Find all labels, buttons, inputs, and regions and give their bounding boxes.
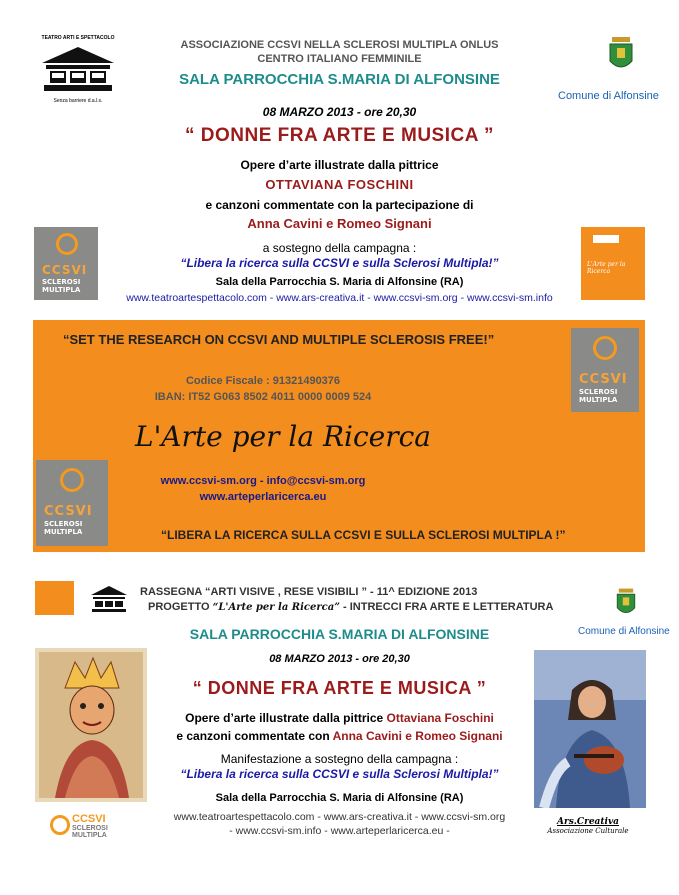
campaign-line-bottom: “Libera la ricerca sulla CCSVI e sulla Sclerosi Multipla!” (180, 767, 499, 781)
iban: IBAN: IT52 G063 8502 4011 0000 0009 524 (154, 391, 372, 403)
venue-title-bottom: SALA PARROCCHIA S.MARIA DI ALFONSINE (189, 626, 490, 642)
theatre-building-icon-small (88, 583, 130, 615)
assoc-line-2: CENTRO ITALIANO FEMMINILE (257, 53, 422, 65)
theatre-logo-bottom (88, 583, 130, 615)
banner-contact[interactable]: www.ccsvi-sm.org - info@ccsvi-sm.org (160, 475, 366, 487)
crest-icon-small (614, 587, 638, 619)
singers-bottom: Anna Cavini e Romeo Signani (332, 729, 503, 743)
comune-label: Comune di Alfonsine (558, 90, 659, 102)
arte-logo-bottom (35, 581, 74, 615)
ccsvi-logo-bottom (50, 813, 130, 843)
comune-label-bottom: Comune di Alfonsine (578, 626, 670, 637)
ars-creativa-sub: Associazione Culturale (547, 827, 629, 835)
address-line-bottom: Sala della Parrocchia S. Maria di Alfonsine (RA) (215, 792, 464, 804)
banner (33, 320, 645, 552)
links-line-bottom-2[interactable]: - www.ccsvi-sm.info - www.arteperlaricerca.eu - (229, 825, 450, 837)
canzoni-line: e canzoni commentate con la partecipazione di (205, 198, 474, 212)
campaign-line: “Libera la ricerca sulla CCSVI e sulla Sclerosi Multipla!” (180, 256, 499, 270)
progetto-name: “L'Arte per la Ricerca” (212, 602, 340, 613)
venue-title: SALA PARROCCHIA S.MARIA DI ALFONSINE (179, 71, 500, 88)
comune-crest (606, 35, 636, 75)
event-title: “ DONNE FRA ARTE E MUSICA ” (184, 125, 495, 146)
links-line[interactable]: www.teatroartespettacolo.com - www.ars-creativa.it - www.ccsvi-sm.org - www.ccsvi-sm.info (126, 292, 553, 304)
painting-woman-guitar (534, 650, 646, 808)
arte-logo-top: L'Arte per la Ricerca (581, 227, 645, 300)
painting-queen-image (35, 648, 147, 802)
ccsvi-logo-bottom-l2: MULTIPLA (72, 832, 107, 839)
event-date-bottom: 08 MARZO 2013 - ore 20,30 (269, 653, 410, 665)
rassegna-line: RASSEGNA “ARTI VISIVE , RESE VISIBILI ” - 11^ EDIZIONE 2013 (140, 586, 478, 598)
progetto-suffix: - INTRECCI FRA ARTE E LETTERATURA (343, 601, 554, 613)
crest-icon (606, 35, 636, 75)
painting-queen (35, 648, 147, 802)
manifestazione-line: Manifestazione a sostegno della campagna : (220, 752, 459, 766)
banner-headline-en: “SET THE RESEARCH ON CCSVI AND MULTIPLE SCLEROSIS FREE!” (63, 332, 495, 347)
assoc-line-1: ASSOCIAZIONE CCSVI NELLA SCLEROSI MULTIPLA ONLUS (180, 39, 499, 51)
theatre-logo-sub: Senza barriere d.a.l.s. (53, 98, 103, 104)
event-title-bottom: “ DONNE FRA ARTE E MUSICA ” (192, 678, 487, 698)
sostegno-line: a sostegno della campagna : (262, 241, 417, 255)
ars-creativa-logo (543, 817, 633, 835)
opere-prefix: Opere d’arte illustrate dalla pittrice (185, 711, 384, 725)
banner-headline-it: “LIBERA LA RICERCA SULLA CCSVI E SULLA SCLEROSI MULTIPLA !” (161, 528, 566, 542)
banner-script-title: L'Arte per la Ricerca (135, 420, 431, 453)
singers: Anna Cavini e Romeo Signani (247, 216, 432, 231)
painter-name: OTTAVIANA FOSCHINI (265, 177, 414, 192)
progetto-line (148, 601, 553, 613)
address-line: Sala della Parrocchia S. Maria di Alfonsine (RA) (215, 276, 464, 288)
comune-crest-bottom (614, 587, 638, 619)
links-line-bottom-1[interactable]: www.teatroartespettacolo.com - www.ars-creativa.it - www.ccsvi-sm.org (173, 811, 506, 823)
theatre-logo-label: TEATRO ARTI E SPETTACOLO (41, 35, 115, 41)
ccsvi-logo-top: CCSVI SCLEROSI MULTIPLA (34, 227, 98, 300)
ars-creativa-name: Ars.Creativa (556, 817, 620, 827)
canzoni-prefix: e canzoni commentate con (176, 729, 330, 743)
progetto-prefix: PROGETTO (148, 601, 210, 613)
ccsvi-logo-bottom-l1: SCLEROSI (72, 825, 108, 832)
painter-name-bottom: Ottaviana Foschini (386, 711, 494, 725)
ccsvi-logo-banner-right: CCSVI SCLEROSI MULTIPLA (571, 328, 639, 412)
event-date: 08 MARZO 2013 - ore 20,30 (262, 105, 417, 119)
ccsvi-logo-banner-left: CCSVI SCLEROSI MULTIPLA (36, 460, 108, 546)
codice-fiscale: Codice Fiscale : 91321490376 (185, 375, 341, 387)
painting-woman-image (534, 650, 646, 808)
ccsvi-logo-bottom-word: CCSVI (72, 813, 106, 825)
opere-line: Opere d’arte illustrate dalla pittrice (240, 158, 439, 172)
banner-site[interactable]: www.arteperlaricerca.eu (199, 491, 327, 503)
